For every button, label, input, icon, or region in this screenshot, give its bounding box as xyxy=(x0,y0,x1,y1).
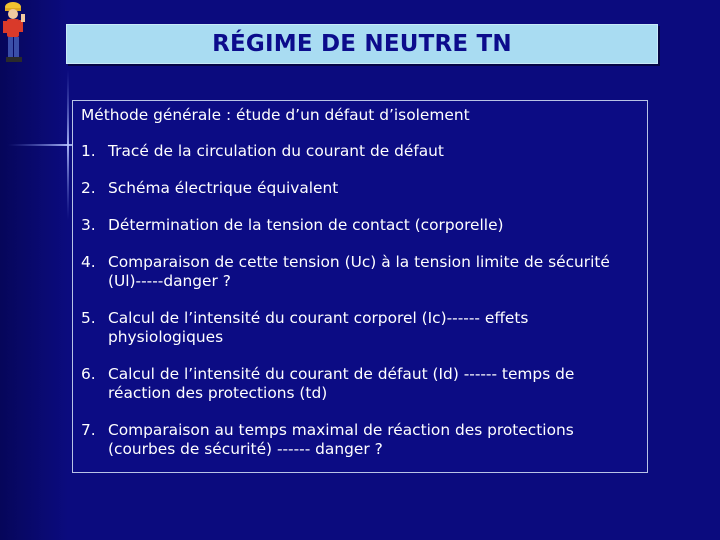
step-text: Tracé de la circulation du courant de défaut xyxy=(108,142,444,160)
step-number: 3. xyxy=(81,216,96,234)
content-panel xyxy=(72,100,648,473)
step-number: 5. xyxy=(81,309,96,327)
title-banner xyxy=(66,24,658,64)
list-item xyxy=(81,421,637,459)
step-text: Calcul de l’intensité du courant corporel (Ic)------ effets physiologiques xyxy=(108,309,529,346)
list-item xyxy=(81,253,637,291)
step-number: 2. xyxy=(81,179,96,197)
step-text: Calcul de l’intensité du courant de défaut (Id) ------ temps de réaction des protections (td) xyxy=(108,365,575,402)
step-text: Comparaison au temps maximal de réaction des protections (courbes de sécurité) ------ danger ? xyxy=(108,421,574,458)
list-item xyxy=(81,142,637,161)
intro-text: Méthode générale : étude d’un défaut d’isolement xyxy=(81,106,470,124)
step-number: 6. xyxy=(81,365,96,383)
step-text: Schéma électrique équivalent xyxy=(108,179,339,197)
step-number: 4. xyxy=(81,253,96,271)
page-title: RÉGIME DE NEUTRE TN xyxy=(212,31,512,57)
vertical-glow-line xyxy=(67,70,69,220)
step-number: 7. xyxy=(81,421,96,439)
step-text: Comparaison de cette tension (Uc) à la tension limite de sécurité (Ul)-----danger ? xyxy=(108,253,610,290)
worker-mascot-icon xyxy=(0,0,28,68)
list-item xyxy=(81,309,637,347)
list-item xyxy=(81,365,637,403)
list-item xyxy=(81,179,637,198)
step-text: Détermination de la tension de contact (corporelle) xyxy=(108,216,504,234)
list-item xyxy=(81,216,637,235)
step-number: 1. xyxy=(81,142,96,160)
